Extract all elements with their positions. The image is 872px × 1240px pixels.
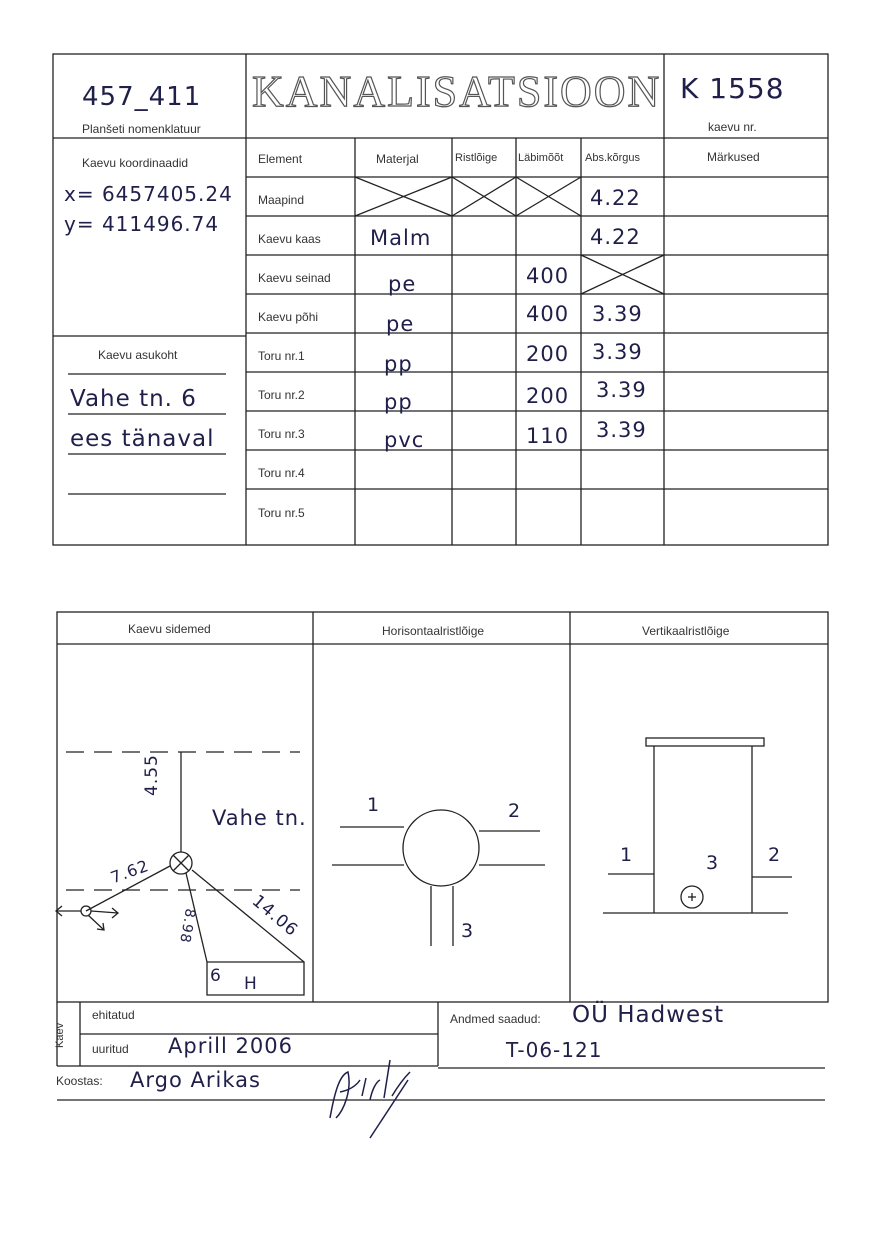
table-row-element: Toru nr.4 <box>258 466 305 480</box>
source-code: T-06-121 <box>506 1038 603 1062</box>
table-row-material: Malm <box>370 226 432 250</box>
pipe-3-label: 3 <box>461 920 475 942</box>
table-row-height: 3.39 <box>596 418 647 442</box>
location-line2: ees tänaval <box>70 426 215 452</box>
table-row-height: 3.39 <box>592 302 643 326</box>
table-row-height: 3.39 <box>596 378 647 402</box>
pipe-3-label: 3 <box>706 852 720 874</box>
pipe-2-label: 2 <box>508 800 522 822</box>
sheet-number: 457_411 <box>82 82 202 112</box>
table-row-diameter: 200 <box>526 342 570 366</box>
table-row-height: 4.22 <box>590 186 641 210</box>
page-title: KANALISATSIOON <box>252 67 662 116</box>
pipe-1-label: 1 <box>367 794 381 816</box>
section-header-vertical: Vertikaalristlõige <box>642 624 730 638</box>
surveyed-date: Aprill 2006 <box>168 1034 293 1058</box>
pipe-1-label: 1 <box>620 844 634 866</box>
well-label: kaevu nr. <box>708 120 757 134</box>
author-label: Koostas: <box>56 1074 103 1088</box>
coords-label: Kaevu koordinaadid <box>82 156 189 170</box>
table-row-material: pe <box>386 312 415 336</box>
table-row-element: Toru nr.5 <box>258 506 305 520</box>
well-number: K 1558 <box>680 72 785 105</box>
street-name: Vahe tn. <box>212 806 307 830</box>
source-label: Andmed saadud: <box>450 1012 541 1026</box>
surveyed-label: uuritud <box>92 1042 129 1056</box>
pipe-2-label: 2 <box>768 844 782 866</box>
table-row-diameter: 110 <box>526 424 570 448</box>
location-label: Kaevu asukoht <box>98 348 178 362</box>
house-number: 6 <box>210 966 222 986</box>
table-row-diameter: 200 <box>526 384 570 408</box>
table-row-diameter: 400 <box>526 302 570 326</box>
coord-x: x= 6457405.24 <box>64 182 233 206</box>
well-side-label: Kaev <box>54 1022 66 1048</box>
col-header-notes: Märkused <box>707 150 760 164</box>
distance-left: 7.62 <box>107 855 152 888</box>
col-header-diameter: Läbimõõt <box>518 152 564 164</box>
col-header-cross-section: Ristlõige <box>455 152 498 164</box>
table-row-element: Toru nr.1 <box>258 349 305 363</box>
table-row-element: Toru nr.3 <box>258 427 305 441</box>
house-letter: H <box>244 974 258 994</box>
table-row-element: Kaevu põhi <box>258 310 319 324</box>
author-name: Argo Arikas <box>130 1068 261 1092</box>
distance-mid: 8.98 <box>176 907 198 945</box>
table-row-diameter: 400 <box>526 264 570 288</box>
table-row-element: Maapind <box>258 193 305 207</box>
sheet-label: Planšeti nomenklatuur <box>82 122 201 136</box>
col-header-element: Element <box>258 152 303 166</box>
section-header-horizontal: Horisontaalristlõige <box>382 624 485 638</box>
section-header-ties: Kaevu sidemed <box>128 622 211 636</box>
coord-y: y= 411496.74 <box>64 212 220 236</box>
table-row-material: pvc <box>384 428 425 452</box>
table-row-material: pp <box>384 390 413 414</box>
col-header-abs-height: Abs.kõrgus <box>585 152 641 164</box>
table-row-material: pp <box>384 352 413 376</box>
distance-vertical: 4.55 <box>142 754 162 796</box>
signature <box>330 1060 410 1138</box>
built-label: ehitatud <box>92 1008 135 1022</box>
table-row-element: Toru nr.2 <box>258 388 305 402</box>
table-row-height: 4.22 <box>590 225 641 249</box>
table-row-element: Kaevu kaas <box>258 232 321 246</box>
col-header-material: Materjal <box>376 152 419 166</box>
table-row-element: Kaevu seinad <box>258 271 331 285</box>
location-line1: Vahe tn. 6 <box>70 386 197 412</box>
source-value: OÜ Hadwest <box>572 1002 725 1028</box>
table-row-height: 3.39 <box>592 340 643 364</box>
table-row-material: pe <box>388 272 417 296</box>
distance-right: 14.06 <box>247 891 302 941</box>
